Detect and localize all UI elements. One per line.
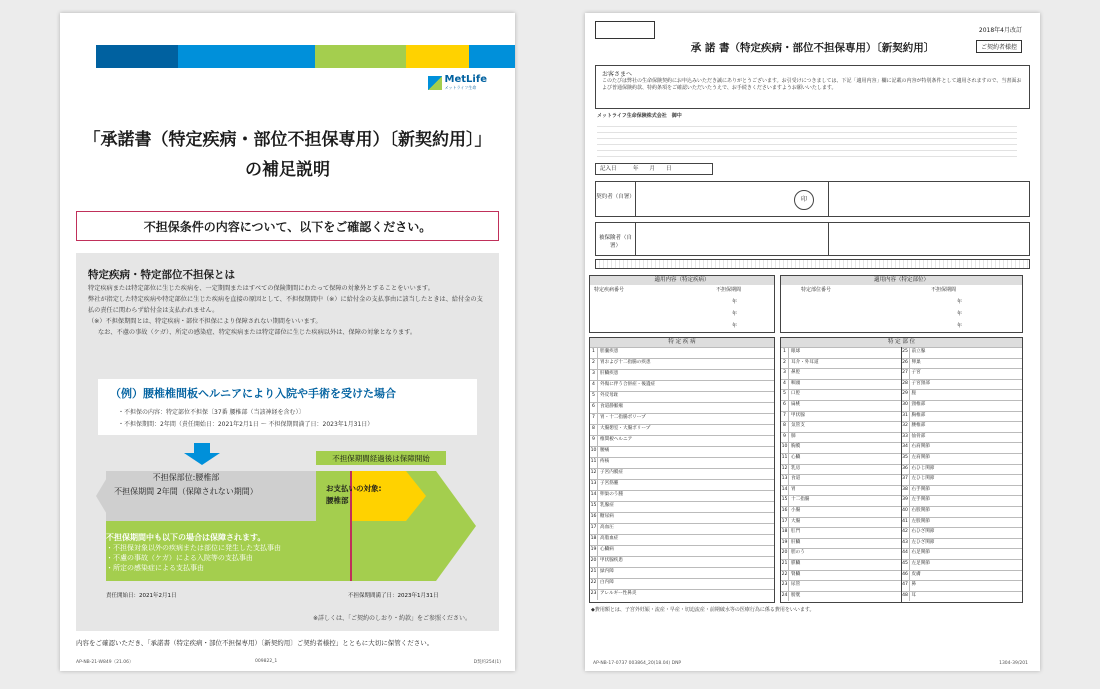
list-item: 9 肺 <box>781 432 901 443</box>
list-item: 15 十二指腸 <box>781 495 901 506</box>
example-box: （例）腰椎椎間板ヘルニアにより入院や手術を受けた場合 ・不担保の内容：特定部位不担保〔37番 腰椎部（当該神経を含む）〕 ・不担保期間：2年間（責任開始日：2021年2月1日 〜 不担保期間満了日：2023年1月31日） <box>98 379 477 435</box>
list-item: 32 腰椎部 <box>902 421 1023 432</box>
list-item: 11 心臓 <box>781 453 901 464</box>
list-item: 15 乳腺症 <box>590 501 774 512</box>
list-item: 29 腟 <box>902 389 1023 400</box>
down-arrow-icon <box>184 443 220 465</box>
company-name: メットライフ生命保険株式会社 御中 <box>597 113 682 119</box>
doc-code: 009822_1 <box>255 659 278 664</box>
list-item: 1 眼球 <box>781 347 901 358</box>
list-item: 16 小腸 <box>781 506 901 517</box>
list-item: 22 白内障 <box>590 578 774 589</box>
part-period-table: 適用内容（特定部位） 特定部位番号 不担保期間 年 年 年 <box>780 275 1023 333</box>
contractor-signature: 契約者（自署） 印 <box>595 181 1030 217</box>
ref-code: 1304-39/201 <box>999 661 1028 666</box>
list-item: 5 口腔 <box>781 389 901 400</box>
list-item: 3 鼻腔 <box>781 368 901 379</box>
list-item: 10 胸膜 <box>781 442 901 453</box>
list-item: 39 左手関節 <box>902 495 1023 506</box>
list-item: 37 左ひじ関節 <box>902 474 1023 485</box>
notice-line <box>595 259 1030 269</box>
footer-text: 内容をご確認いただき、「承諾書（特定疾病・部位不担保専用）〔新契約用〕ご契約者様控」とともに大切に保管ください。 <box>76 639 434 647</box>
list-item: 22 腎臓 <box>781 570 901 581</box>
list-item: 34 右肩関節 <box>902 442 1023 453</box>
list-item: 4 外傷に伴う合併症・後遺症 <box>590 380 774 391</box>
list-item: 38 右手関節 <box>902 485 1023 496</box>
list-item: 41 左股関節 <box>902 517 1023 528</box>
list-item: 26 卵巣 <box>902 358 1023 369</box>
payment-target-label: お支払いの対象: 腰椎部 <box>326 484 382 505</box>
list-item: 36 右ひじ関節 <box>902 464 1023 475</box>
footnote: ◆費用額とは、子宮外妊娠・流産・早産・切迫流産・前期破水等の医療行為に係る費用をいいます。 <box>591 607 815 613</box>
list-item: 24 膀胱 <box>781 591 901 602</box>
list-item: 3 肝臓疾患 <box>590 369 774 380</box>
form-title: 承 諾 書（特定疾病・部位不担保専用）〔新契約用〕 <box>690 42 935 54</box>
list-item: 4 咽頭 <box>781 379 901 390</box>
gray-area-label: 不担保部位:腰椎部 不担保期間 2年間（保障されない期間） <box>114 473 258 496</box>
list-item: 19 心臓病 <box>590 545 774 556</box>
consent-form-page <box>585 13 1040 671</box>
list-item: 46 皮膚 <box>902 570 1023 581</box>
supplement-page <box>60 13 515 671</box>
list-item: 42 右ひざ関節 <box>902 527 1023 538</box>
list-item: 23 アレルギー性鼻炎 <box>590 589 774 600</box>
list-item: 7 胃・十二指腸ポリープ <box>590 413 774 424</box>
list-item: 40 右股関節 <box>902 506 1023 517</box>
part-list-table: 特 定 部 位 1 眼球 2 耳介・外耳道 3 鼻腔 4 咽頭 5 口腔 6 扁桃 7 甲状腺 8 気管支 9 肺 10 胸膜 11 心臓 12 乳房 13 食道 14 胃 15 十二指腸 16 小腸 17 大腸 18 肛門 19 肝臓 20 胆のう 21 膵臓 22 腎臓 23 尿管 24 膀胱 25 前立腺 26 卵巣 27 子宮 28 子宮頸部 29 腟 30 頸椎部 31 胸椎部 32 腰椎部 33 仙骨部 34 右肩関節 35 左肩関節 36 右ひじ関節 37 左ひじ関節 38 右手関節 39 左手関節 40 右股関節 41 左股関節 42 右ひざ関節 43 左ひざ関節 44 右足関節 45 左足関節 46 皮膚 47 鼻 48 耳 <box>780 337 1023 603</box>
metlife-logo: MetLife メットライフ生命 <box>428 75 487 91</box>
form-code: AP-NB-21-W849（21.06） <box>76 660 134 665</box>
list-item: 2 耳介・外耳道 <box>781 358 901 369</box>
list-item: 6 扁桃 <box>781 400 901 411</box>
list-item: 12 乳房 <box>781 464 901 475</box>
list-item: 16 糖尿病 <box>590 512 774 523</box>
list-item: 1 胆嚢疾患 <box>590 347 774 358</box>
revision-date: 2018年4月改訂 <box>978 27 1022 34</box>
list-item: 48 耳 <box>902 591 1023 602</box>
list-item: 5 外反母趾 <box>590 391 774 402</box>
list-item: 25 前立腺 <box>902 347 1023 358</box>
list-item: 7 甲状腺 <box>781 411 901 422</box>
covered-cases: 不担保期間中も以下の場合は保障されます。 ・不担保対象以外の疾病または部位に発生した支払事由 ・不慮の事故（ケガ）による入院等の支払事由 ・所定の感染症による支払事由 <box>106 533 281 572</box>
seal-circle: 印 <box>794 190 814 210</box>
list-item: 12 子宮内膜症 <box>590 468 774 479</box>
section-heading: 特定疾病・特定部位不担保とは <box>88 269 235 281</box>
list-item: 13 子宮筋腫 <box>590 479 774 490</box>
list-item: 19 肝臓 <box>781 538 901 549</box>
list-item: 30 頸椎部 <box>902 400 1023 411</box>
coverage-start-label: 不担保期間経過後は保障開始 <box>316 451 446 465</box>
list-item: 17 高血圧 <box>590 523 774 534</box>
list-item: 35 左肩関節 <box>902 453 1023 464</box>
greeting-box: お客さまへ このたびは弊社の生命保険契約にお申込みいただき誠にありがとうございます。お引受けにつきましては、下記「適用内容」欄に記載の内容が特別条件として適用されますので、当書面および普通保険約款、特約条項をご確認いただいたうえで、お手続きくださいますようお願いいたします。 <box>595 65 1030 109</box>
list-item: 10 腰痛 <box>590 446 774 457</box>
list-item: 11 痔核 <box>590 457 774 468</box>
list-item: 8 大腸憩室・大腸ポリープ <box>590 424 774 435</box>
list-item: 14 卵巣のう腫 <box>590 490 774 501</box>
notice-box: 不担保条件の内容について、以下をご確認ください。 <box>76 211 499 241</box>
list-item: 13 食道 <box>781 474 901 485</box>
consent-text <box>597 121 1017 157</box>
list-item: 21 緑内障 <box>590 567 774 578</box>
list-item: 9 椎間板ヘルニア <box>590 435 774 446</box>
list-item: 45 左足関節 <box>902 559 1023 570</box>
list-item: 33 仙骨部 <box>902 432 1023 443</box>
ref-code: D契約254(1) <box>473 660 501 665</box>
list-item: 18 高脂血症 <box>590 534 774 545</box>
explanation-box <box>76 253 499 631</box>
list-item: 2 胃および十二指腸の疾患 <box>590 358 774 369</box>
metlife-logo-icon <box>428 76 442 90</box>
start-date-label: 責任開始日：2021年2月1日 <box>106 593 177 599</box>
list-item: 21 膵臓 <box>781 559 901 570</box>
copy-tag: ご契約者様控 <box>976 40 1022 53</box>
list-item: 18 肛門 <box>781 527 901 538</box>
list-item: 31 胸椎部 <box>902 411 1023 422</box>
list-item: 14 胃 <box>781 485 901 496</box>
list-item: 27 子宮 <box>902 368 1023 379</box>
end-date-label: 不担保期間満了日：2023年1月31日 <box>348 593 439 599</box>
list-item: 20 甲状腺疾患 <box>590 556 774 567</box>
list-item: 17 大腸 <box>781 517 901 528</box>
note: ※詳しくは、「ご契約のしおり・約款」をご参照ください。 <box>312 615 471 622</box>
list-item: 23 尿管 <box>781 580 901 591</box>
list-item: 43 左ひざ関節 <box>902 538 1023 549</box>
color-bars <box>60 45 515 68</box>
list-item: 8 気管支 <box>781 421 901 432</box>
section-text: 特定疾病または特定部位に生じた疾病を、一定期間またはすべての保険期間にわたって保障の対象外とすることをいいます。 弊社が指定した特定疾病や特定部位に生じた疾病を直接の原因として、不担保期間中（※）に給付金の支払事由に該当したときは、給付金の支払の責任に関わらず給付金は支払われません。 （※）不担保期間とは、特定疾病・部位不担保により保障されない期間をいいます。 なお、不慮の事故（ケガ）、所定の感染症、特定疾病または特定部位に生じた疾病以外は、保障の対象となります。 <box>88 285 483 336</box>
list-item: 28 子宮頸部 <box>902 379 1023 390</box>
list-item: 47 鼻 <box>902 580 1023 591</box>
form-code: AP-NB-17-0737 003864_20(18.04) DNP <box>593 661 682 666</box>
list-item: 20 胆のう <box>781 548 901 559</box>
list-item: 6 食道静脈瘤 <box>590 402 774 413</box>
insured-signature: 被保険者（自署） <box>595 222 1030 256</box>
disease-list-table: 特 定 疾 病 1 胆嚢疾患 2 胃および十二指腸の疾患 3 肝臓疾患 4 外傷に伴う合併症・後遺症 5 外反母趾 6 食道静脈瘤 7 胃・十二指腸ポリープ 8 大腸憩室・大腸ポリープ 9 椎間板ヘルニア 10 腰痛 11 痔核 12 子宮内膜症 13 子宮筋腫 14 卵巣のう腫 15 乳腺症 16 糖尿病 17 高血圧 18 高脂血症 19 心臓病 20 甲状腺疾患 21 緑内障 22 白内障 23 アレルギー性鼻炎 <box>589 337 775 603</box>
disease-period-table: 適用内容（特定疾病） 特定疾病番号 不担保期間 年 年 年 <box>589 275 775 333</box>
page-title: 「承諾書（特定疾病・部位不担保専用）〔新契約用〕」 の補足説明 <box>83 130 492 180</box>
list-item: 44 右足関節 <box>902 548 1023 559</box>
form-number-box <box>595 21 655 39</box>
fill-date: 記入日 年 月 日 <box>595 163 713 175</box>
